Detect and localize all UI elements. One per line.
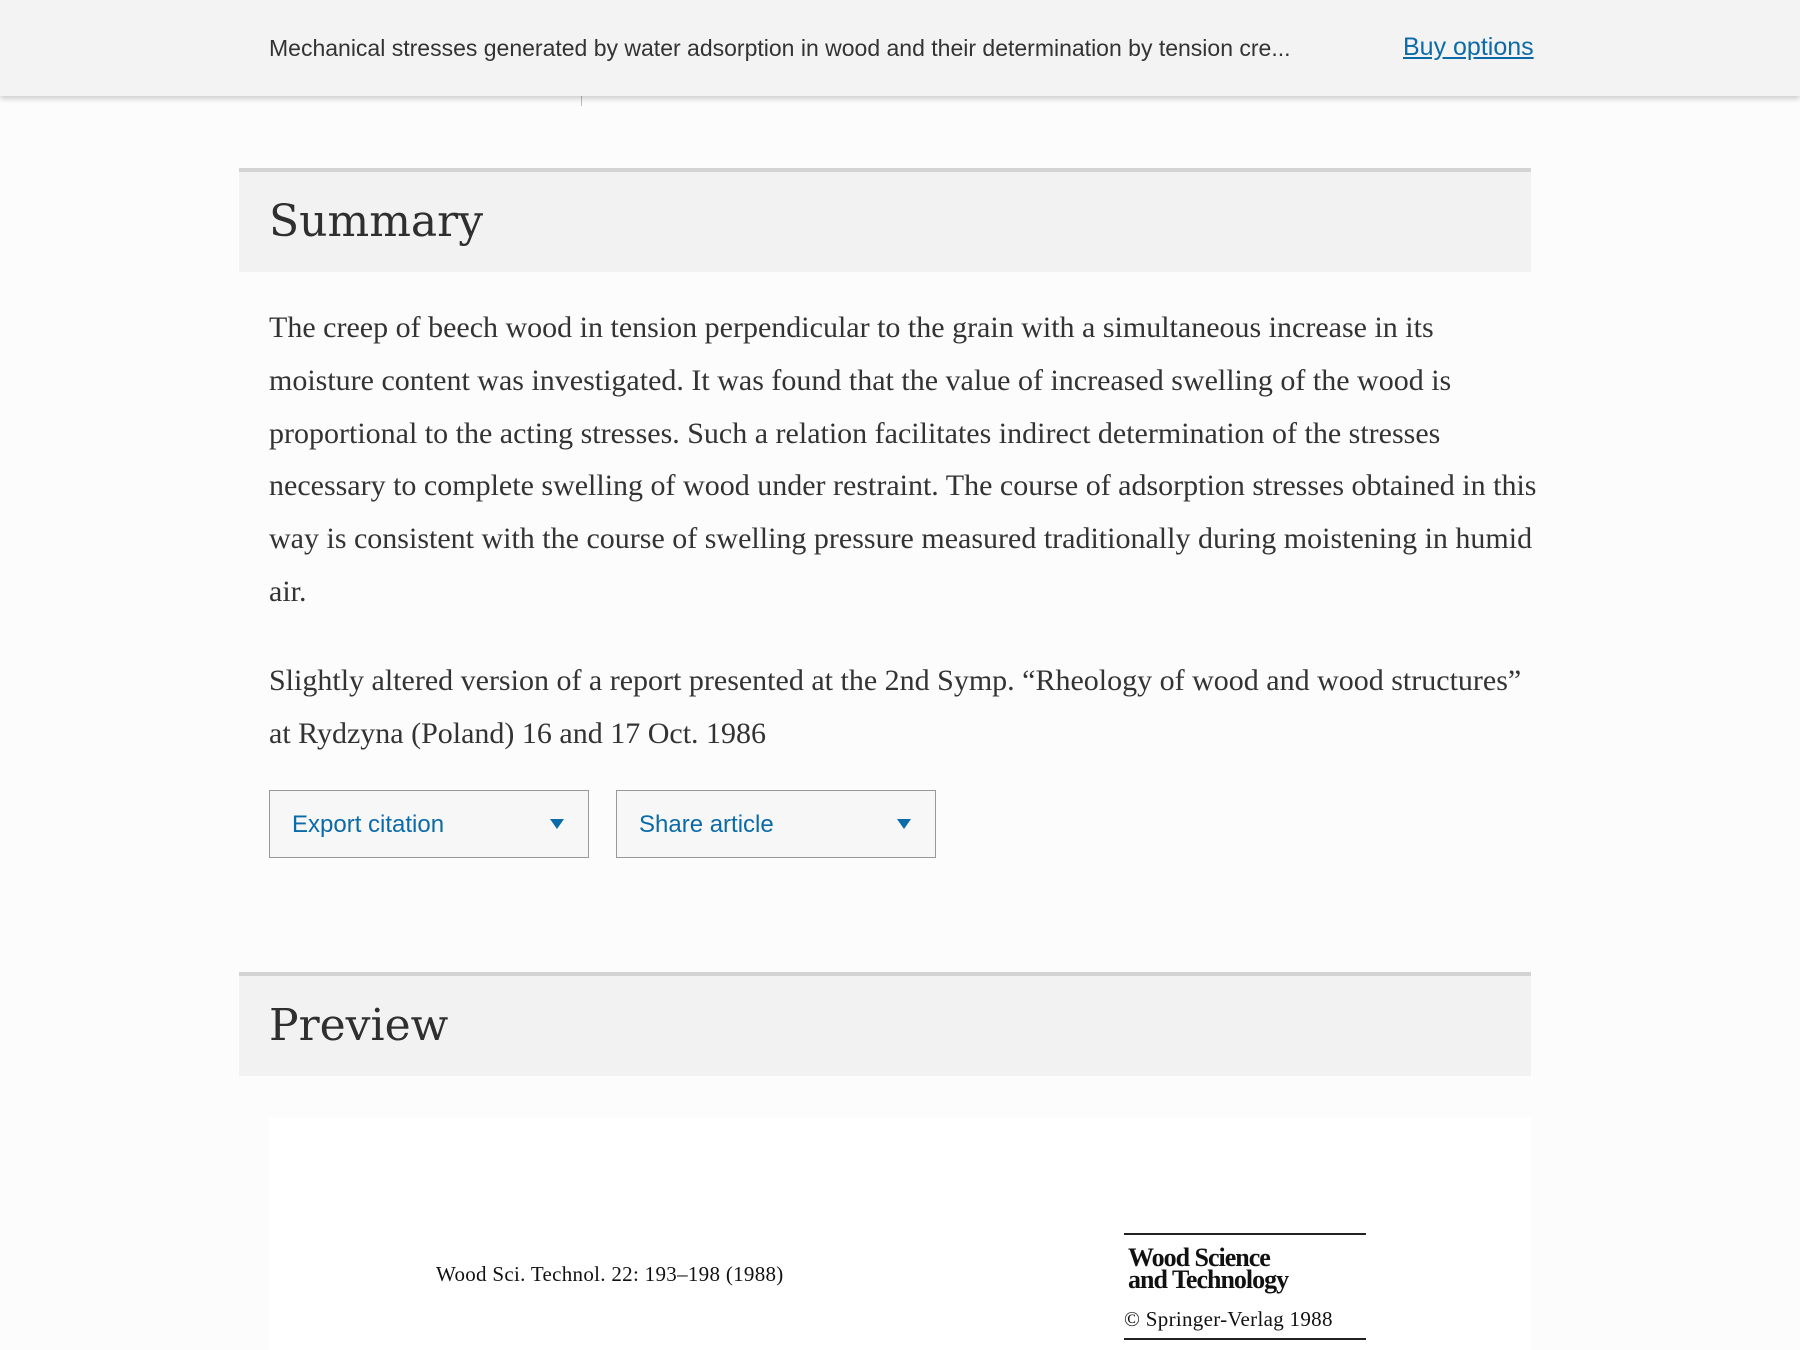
preview-citation: Wood Sci. Technol. 22: 193–198 (1988) — [436, 1262, 784, 1286]
divider — [581, 96, 582, 106]
abstract-text — [269, 302, 1539, 619]
preview-section-header — [239, 972, 1531, 1076]
journal-name-line2: and Technology — [1128, 1265, 1289, 1294]
journal-name-line1: Wood Science — [1128, 1243, 1270, 1272]
abstract-note — [269, 655, 1539, 761]
share-article-dropdown[interactable] — [616, 790, 936, 858]
sticky-article-title: Mechanical stresses generated by water adsorption in wood and their determination by tension cre... — [269, 35, 1291, 61]
export-citation-label: Export citation — [292, 811, 445, 838]
journal-name — [1128, 1243, 1364, 1294]
sticky-article-header — [0, 0, 1800, 96]
caret-down-icon — [550, 819, 564, 829]
summary-section-header — [239, 168, 1531, 272]
article-preview-page — [269, 1118, 1531, 1350]
caret-down-icon — [897, 819, 911, 829]
buy-options-link[interactable]: Buy options — [1403, 33, 1534, 61]
note-paragraph: Slightly altered version of a report presented at the 2nd Symp. “Rheology of wood and wood structures” at Rydzyna (Poland) 16 and 17 Oct. 1986 — [269, 664, 1522, 750]
export-citation-dropdown[interactable] — [269, 790, 589, 858]
abstract-paragraph: The creep of beech wood in tension perpendicular to the grain with a simultaneous increase in its moisture content was investigated. It was found that the value of increased swelling of the wood is proportional to the acting stresses. Such a relation facilitates indirect determination of the stresses necessary to complete swelling of wood under restraint. The course of adsorption stresses obtained in this way is consistent with the course of swelling pressure measured traditionally during moistening in humid air. — [269, 311, 1537, 608]
publisher-copyright: © Springer-Verlag 1988 — [1124, 1307, 1333, 1331]
share-article-label: Share article — [639, 811, 774, 838]
preview-heading: Preview — [269, 1000, 449, 1051]
summary-heading: Summary — [269, 196, 484, 247]
masthead-rule-top — [1124, 1233, 1366, 1235]
journal-masthead — [1124, 1233, 1364, 1340]
masthead-rule-bottom — [1124, 1338, 1366, 1340]
